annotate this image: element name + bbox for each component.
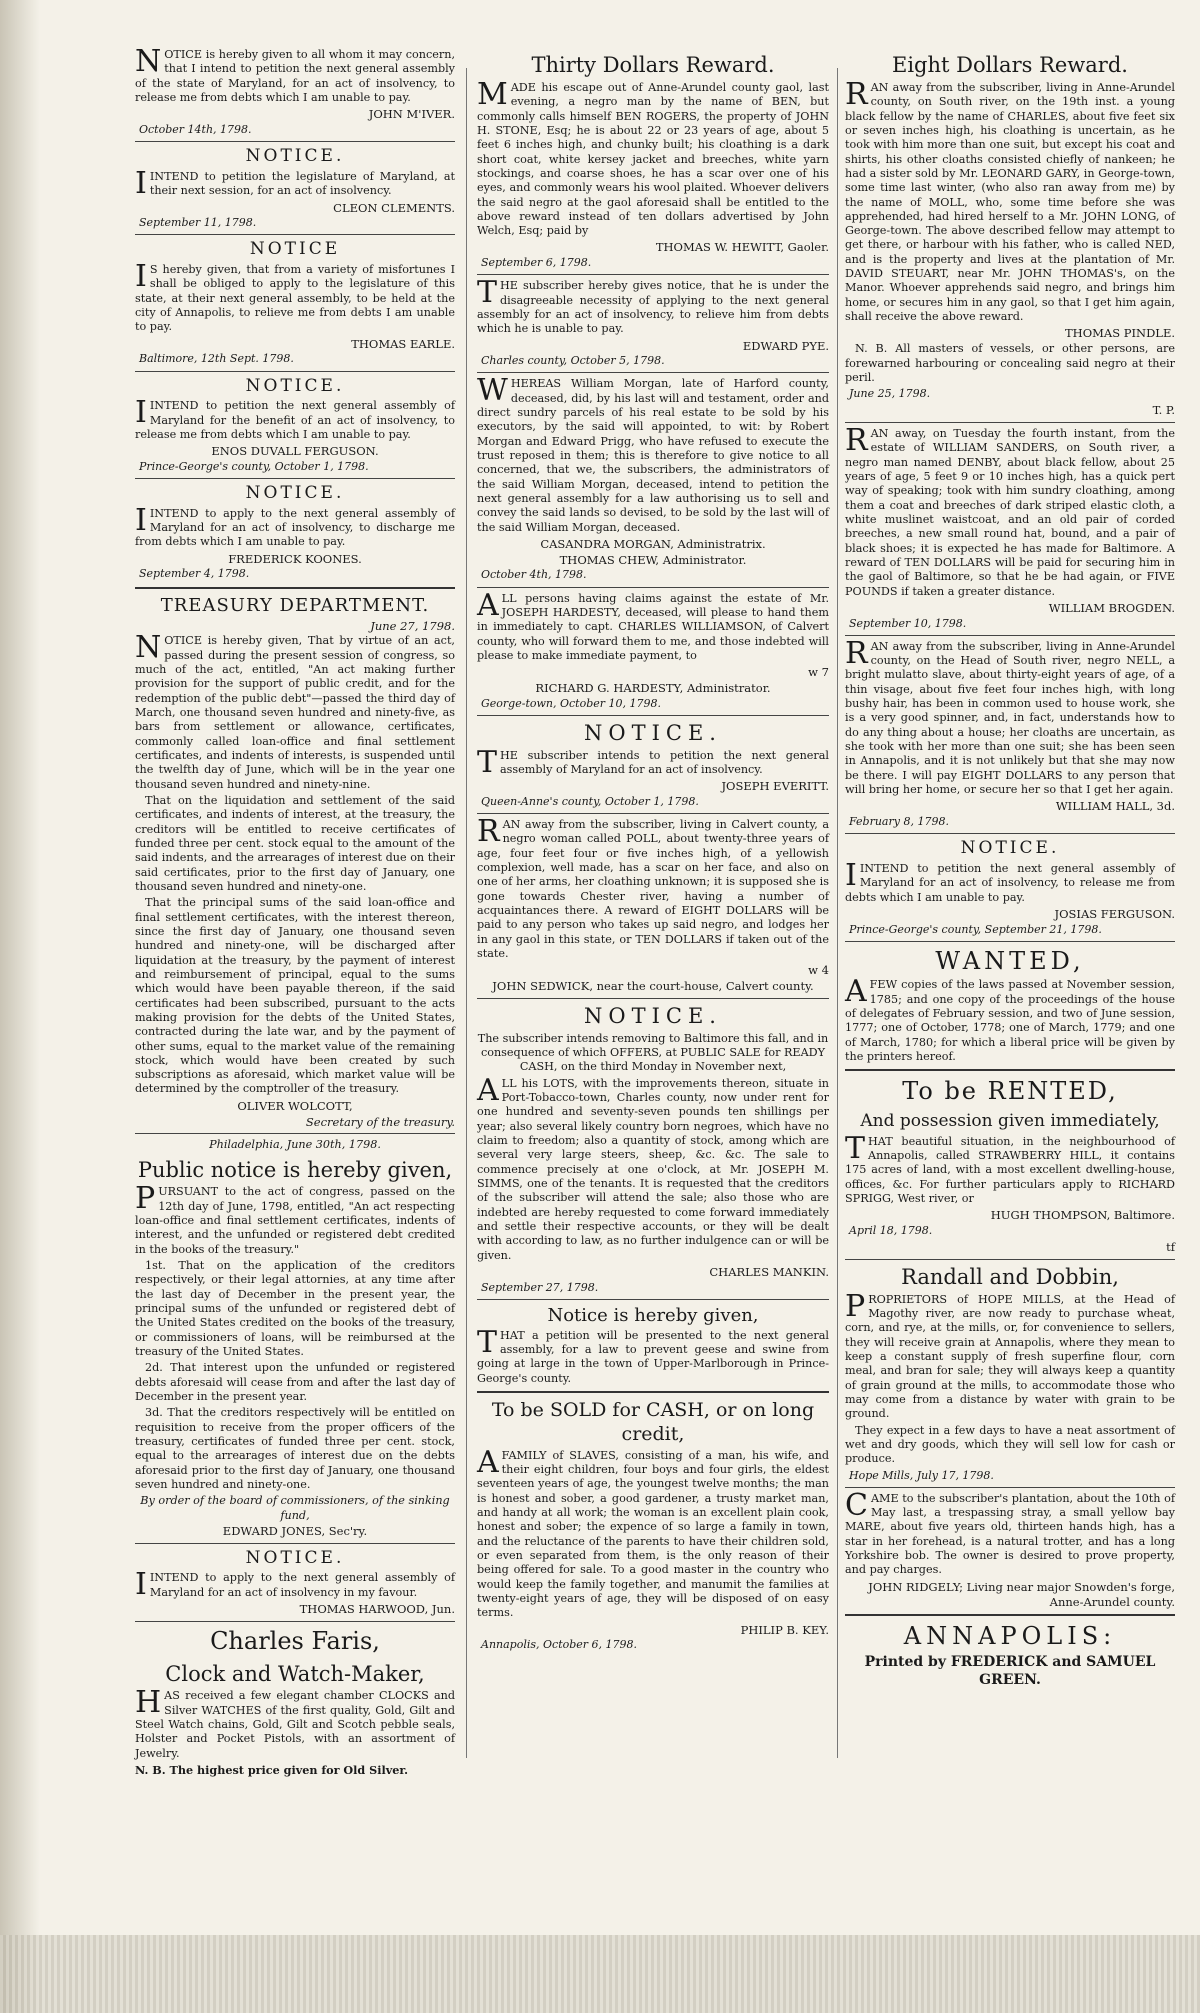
- earle-heading: NOTICE: [249, 239, 341, 260]
- imprint-city: ANNAPOLIS:: [903, 1622, 1117, 1651]
- mciver-text: NOTICE is hereby given to all whom it may concern, that I intend to petition the next general assembly of the state of Maryland, for an act of insolvency, to release me from debts which I am unable to pay.: [135, 44, 455, 104]
- public-signature: EDWARD JONES, Sec'ry.: [222, 1524, 368, 1538]
- randall-p2: They expect in a few days to have a neat assortment of wet and dry goods, which they will sell low for cash or produce.: [845, 1423, 1175, 1466]
- josias-heading: NOTICE.: [960, 838, 1060, 859]
- eight-nb: N. B. All masters of vessels, or other persons, are forewarned harbouring or concealing said negro at their peril.: [845, 342, 1175, 384]
- pye-signature: EDWARD PYE.: [742, 338, 829, 353]
- mankin-intro: The subscriber intends removing to Baltimore this fall, and in consequence of which OFFERS, at PUBLIC SALE for READY CASH, on the third Monday in November next,: [477, 1031, 829, 1074]
- thirty-signature: THOMAS W. HEWITT, Gaoler.: [655, 240, 829, 255]
- koones-notice: [135, 483, 455, 582]
- sold-signature: PHILIP B. KEY.: [740, 1622, 829, 1637]
- morgan-signature-1: CASANDRA MORGAN, Administratrix.: [540, 537, 766, 551]
- hall-signature: WILLIAM HALL, 3d.: [1055, 799, 1175, 814]
- faris-nb: N. B. The highest price given for Old Silver.: [135, 1763, 409, 1778]
- earle-text: IS hereby given, that from a variety of misfortunes I shall be obliged to apply to the legislature of this state, at their next general assembly, to be held at the city of Annapolis, to relieve me from debts I am unable to pay.: [135, 259, 455, 334]
- faris-text: HAS received a few elegant chamber CLOCKS and Silver WATCHES of the first quality, Gold, Gilt and Steel Watch chains, Gold, Gilt and Scotch pebble seals, Holster and Pocket Pistols, with an assortment of Jewelry.: [135, 1685, 455, 1760]
- ferguson-heading: NOTICE.: [245, 375, 345, 396]
- clements-text: IINTEND to petition the legislature of Maryland, at their next session, for an act of insolvency.: [135, 165, 455, 201]
- rented-heading: To be RENTED,: [902, 1077, 1118, 1106]
- rented-notice: [845, 1076, 1175, 1255]
- everitt-notice: [477, 720, 829, 809]
- koones-date: September 4, 1798.: [139, 567, 250, 581]
- ferguson-notice: [135, 376, 455, 475]
- faris-subheading: Clock and Watch-Maker,: [165, 1661, 425, 1686]
- wanted-notice: [845, 946, 1175, 1065]
- mciver-date: October 14th, 1798.: [139, 123, 252, 137]
- column-rule-2: [837, 68, 838, 1758]
- page-left-edge: [0, 0, 40, 2013]
- treasury-signature: OLIVER WOLCOTT,: [237, 1098, 353, 1113]
- hall-date: February 8, 1798.: [849, 815, 949, 829]
- treasury-p2: That on the liquidation and settlement of the said certificates, and indents of interest, at the treasury, the creditors will be entitled to receive certificates of funded three per cent. stock equal to the amount of the said indents, and the arrearages of interest due on their said certificates, prior to the first day of January, one thousand seven hundred and ninety-one.: [135, 793, 455, 893]
- mankin-date: September 27, 1798.: [481, 1280, 599, 1294]
- column-3: [845, 48, 1175, 1694]
- morgan-text: WHEREAS William Morgan, late of Harford county, deceased, did, by his last will and testament, order and direct sundry parcels of his real estate to be sold by his executors, by the said will appointed, to wit: by Robert Morgan and Edward Prigg, who have refused to execute the trust reposed in them; this is therefore to give notice to all concerned, that we, the subscribers, the administrators of the said William Morgan, deceased, intend to petition the next general assembly for a law authorising us to sell and convey the said lands so devised, to be sold by the last will of the said William Morgan, deceased.: [477, 373, 829, 534]
- earle-signature: THOMAS EARLE.: [351, 336, 455, 351]
- public-notice: [135, 1138, 455, 1538]
- public-by-order: By order of the board of commissioners, of the sinking fund,: [140, 1494, 450, 1522]
- harwood-text: IINTEND to apply to the next general assembly of Maryland for an act of insolvency in my favour.: [135, 1567, 455, 1603]
- brogden-text: RAN away, on Tuesday the fourth instant, from the estate of WILLIAM SANDERS, on South river, a negro man named DENBY, about black fellow, about 25 years of age, 5 feet 9 or 10 inches high, has a quick pert way of speaking; took with him sundry cloathing, among them a coat and breeches of dark striped elastic cloth, a white muslinet waistcoat, and an old pair of corded breeches, a new small round hat, bound, and a pair of black shoes; it is expected he has made for Baltimore. A reward of TEN DOLLARS will be paid for securing him in the gaol of Baltimore, so that he be had again, or FIVE POUNDS if taken a greater distance.: [845, 422, 1175, 598]
- treasury-date: June 27, 1798.: [370, 618, 455, 633]
- page-bottom-edge: [0, 1935, 1200, 2013]
- sold-heading: To be SOLD for CASH, or on long credit,: [491, 1398, 815, 1446]
- earle-notice: [135, 239, 455, 366]
- brogden-notice: [845, 422, 1175, 631]
- thirty-dollars-ad: [477, 52, 829, 270]
- ridgely-text: CAME to the subscriber's plantation, about the 10th of May last, a trespassing stray, a small yellow bay MARE, about five years old, thirteen hands high, has a star in her forehead, is a natural trotter, and has a long Yorkshire bob. The owner is desired to prove property, and pay charges.: [845, 1487, 1175, 1577]
- clements-date: September 11, 1798.: [139, 216, 257, 230]
- rented-mark: tf: [1166, 1240, 1175, 1255]
- public-p1: PURSUANT to the act of congress, passed on the 12th day of June, 1798, entitled, "An act respecting loan-office and final settlement certificates, indents of interest, and the unfunded or registered debt credited in the books of the treasury.": [135, 1181, 455, 1256]
- public-date: Philadelphia, June 30th, 1798.: [209, 1138, 381, 1152]
- hardesty-mark: w 7: [808, 665, 829, 680]
- clements-signature: CLEON CLEMENTS.: [333, 200, 455, 215]
- josias-text: IINTEND to petition the next general assembly of Maryland for an act of insolvency, to release me from debts which I am unable to pay.: [845, 857, 1175, 904]
- harwood-notice: [135, 1548, 455, 1617]
- eight-date: June 25, 1798.: [849, 387, 931, 401]
- sedwick-signature: JOHN SEDWICK, near the court-house, Calvert county.: [492, 979, 814, 993]
- brogden-date: September 10, 1798.: [849, 616, 967, 630]
- harwood-signature: THOMAS HARWOOD, Jun.: [299, 1602, 455, 1617]
- josias-signature: JOSIAS FERGUSON.: [1054, 906, 1175, 921]
- harwood-heading: NOTICE.: [245, 1547, 345, 1568]
- josias-date: Prince-George's county, September 21, 1798.: [849, 922, 1102, 936]
- faris-heading: Charles Faris,: [210, 1626, 380, 1655]
- eight-dollars-ad: [845, 52, 1175, 418]
- morgan-signature-2: THOMAS CHEW, Administrator.: [559, 552, 747, 567]
- mankin-notice: [477, 1003, 829, 1295]
- thirty-text: MADE his escape out of Anne-Arundel county gaol, last evening, a negro man by the name of BEN, but commonly calls himself BEN ROGERS, the property of JOHN H. STONE, Esq; he is about 22 or 23 years of age, about 5 feet 6 inches high, and chunky built; his cloathing is a dark short coat, white kersey jacket and breeches, white yarn stockings, and coarse shoes, he has a scar over one of his eyes, and commonly wears his wool plaited. Whoever delivers the said negro at the gaol aforesaid shall be entitled to the above reward instead of ten dollars advertised by John Welch, Esq; paid by: [477, 76, 829, 238]
- wanted-heading: WANTED,: [935, 946, 1085, 975]
- sedwick-text: RAN away from the subscriber, living in Calvert county, a negro woman called POLL, about twenty-three years of age, four feet four or five inches high, of a yellowish complexion, well made, has a scar on her face, and also on one of her arms, her cloathing unknown; it is supposed she is gone towards Chester river, having a number of acquaintances there. A reward of EIGHT DOLLARS will be paid to any person who takes up said negro, and lodges her in any gaol in this state, or TEN DOLLARS if taken out of the state.: [477, 814, 829, 960]
- treasury-notice: [135, 594, 455, 1130]
- clements-notice: [135, 146, 455, 230]
- hardesty-signature: RICHARD G. HARDESTY, Administrator.: [535, 680, 771, 695]
- column-2: [477, 48, 829, 1656]
- hardesty-text: ALL persons having claims against the estate of Mr. JOSEPH HARDESTY, deceased, will please to hand them in immediately to capt. CHARLES WILLIAMSON, of Calvert county, who will forward them to me, and those indebted will please to make immediate payment, to: [477, 587, 829, 662]
- column-1: [135, 44, 455, 1781]
- randall-text: PROPRIETORS of HOPE MILLS, at the Head of Magothy river, are now ready to purchase wheat, corn, and rye, at the mills, or, for convenience to sellers, they will receive grain at Annapolis, where they mean to keep a constant supply of fresh superfine flour, corn meal, and bran for sale; they will always keep a quantity of grain ground at the mills, to accommodate those who may come from a distance by water with grain to be ground.: [845, 1288, 1175, 1421]
- treasury-p1: NOTICE is hereby given, That by virtue of an act, passed during the present session of congress, so much of the act, entitled, "An act making further provision for the support of public credit, and for the redemption of the public debt"—passed the third day of March, one thousand seven hundred and ninety-five, as bars from settlement or allowance, certificates, commonly called loan-office and final settlement certificates, and indents of interests, is suspended until the twelfth day of June, which will be in the year one thousand seven hundred and ninety-nine.: [135, 630, 455, 791]
- randall-notice: [845, 1264, 1175, 1483]
- public-p2: 1st. That on the application of the creditors respectively, or their legal attornies, at any time after the last day of December in the present year, the principal sums of the unfunded or registered debt of the United States credited on the books of the treasury, or commissioners of loans, will be reimbursed at the treasury of the United States.: [135, 1259, 455, 1359]
- imprint-line: Printed by FREDERICK and SAMUEL GREEN.: [864, 1653, 1156, 1688]
- koones-signature: FREDERICK KOONES.: [228, 551, 362, 566]
- sold-notice: [477, 1398, 829, 1652]
- hall-notice: [845, 635, 1175, 829]
- pye-date: Charles county, October 5, 1798.: [481, 354, 665, 368]
- josias-notice: [845, 838, 1175, 937]
- hardesty-notice: [477, 587, 829, 711]
- hall-text: RAN away from the subscriber, living in Anne-Arundel county, on the Head of South river, negro NELL, a bright mulatto slave, about thirty-eight years of age, of a thin visage, about five feet four inches high, with long bushy hair, has been in common used to house work, she is a very good spinner, and, in fact, understands how to do any thing about a house; her cloaths are uncertain, as she took with her more than one suit; she has been seen in Annapolis, and it is not unlikely but that she may now be there. I will pay EIGHT DOLLARS to any person that will bring her home, or secure her so that I get her again.: [845, 635, 1175, 796]
- wanted-text: AFEW copies of the laws passed at November session, 1785; and one copy of the proceedings of the house of delegates of February session, and two of June session, 1777; one of October, 1778; one of March, 1779; and one of March, 1780; for which a liberal price will be given by the printers hereof.: [845, 974, 1175, 1063]
- mciver-notice: [135, 44, 455, 137]
- column-rule-1: [466, 68, 467, 1758]
- thirty-heading: Thirty Dollars Reward.: [531, 53, 775, 77]
- marlborough-notice: [477, 1304, 829, 1386]
- treasury-signature-title: Secretary of the treasury.: [305, 1114, 455, 1129]
- mankin-p2: ALL his LOTS, with the improvements thereon, situate in Port-Tobacco-town, Charles county, now under rent for one hundred and seventy-seven pounds ten shillings per year; also several likely country born negroes, which have no claim to freedom; also a quantity of stock, among which are several very large steers, sheep, &c. &c. The sale to commence precisely at one o'clock, at Mr. JOSEPH M. SIMMS, one of the tenants. It is requested that the creditors of the subscriber will attend the sale; also those who are indebted are hereby requested to come forward immediately and settle their respective accounts, or they will be dealt with according to law, as no further indulgence can or will be given.: [477, 1072, 829, 1262]
- koones-heading: NOTICE.: [245, 483, 345, 504]
- brogden-signature: WILLIAM BROGDEN.: [1048, 600, 1175, 615]
- treasury-p3: That the principal sums of the said loan-office and final settlement certificates, with the interest thereon, since the first day of January, one thousand seven hundred and ninety-one, will be discharged after liquidation at the treasury, by the payment of interest and reimbursement of principal, equal to the sums which would have been payable thereon, if the said certificates had been subscribed, pursuant to the acts making provision for the debts of the United States, contracted during the late war, and by the payment of other sums, equal to the market value of the remaining stock, which would have been created by such subscriptions as aforesaid, which market value will be determined by the comptroller of the treasury.: [135, 896, 455, 1096]
- randall-heading: Randall and Dobbin,: [901, 1264, 1119, 1289]
- rented-date: April 18, 1798.: [849, 1224, 933, 1238]
- imprint: [845, 1621, 1175, 1690]
- mankin-signature: CHARLES MANKIN.: [709, 1264, 829, 1279]
- sold-text: AFAMILY of SLAVES, consisting of a man, his wife, and their eight children, four boys and four girls, the eldest seventeen years of age, the youngest twelve months; the man is honest and sober, a good gardener, a trusty market man, and handy at all work; the woman is an excellent plain cook, honest and sober; the expence of so large a family in town, and the reluctance of the parents to have their children sold, or even separated from them, is the only reason of their being offered for sale. To a good master in the country who would keep the family together, and manumit the families at twenty-eight years of age, they will be disposed of on easy terms.: [477, 1444, 829, 1620]
- everitt-heading: NOTICE.: [584, 720, 722, 745]
- marlborough-heading: Notice is hereby given,: [547, 1304, 759, 1326]
- rented-signature: HUGH THOMPSON, Baltimore.: [990, 1208, 1175, 1223]
- sedwick-notice: [477, 814, 829, 994]
- mciver-signature: JOHN M'IVER.: [368, 107, 455, 122]
- eight-mark: T. P.: [1152, 403, 1175, 418]
- eight-heading: Eight Dollars Reward.: [892, 53, 1128, 77]
- pye-notice: [477, 275, 829, 368]
- eight-signature: THOMAS PINDLE.: [1065, 326, 1175, 341]
- mankin-heading: NOTICE.: [584, 1003, 722, 1028]
- koones-text: IINTEND to apply to the next general assembly of Maryland for an act of insolvency, to discharge me from debts which I am unable to pay.: [135, 502, 455, 549]
- morgan-notice: [477, 373, 829, 582]
- randall-date: Hope Mills, July 17, 1798.: [849, 1468, 994, 1482]
- everitt-text: THE subscriber intends to petition the next general assembly of Maryland for an act of insolvency.: [477, 744, 829, 780]
- earle-date: Baltimore, 12th Sept. 1798.: [139, 352, 294, 366]
- public-p4: 3d. That the creditors respectively will be entitled on requisition to receive from the proper officers of the treasury, certificates of funded three per cent. stock, equal to the arrearages of interest due on the debts aforesaid prior to the first day of January, one thousand seven hundred and ninety-one.: [135, 1406, 455, 1492]
- thirty-date: September 6, 1798.: [481, 256, 592, 270]
- everitt-signature: JOSEPH EVERITT.: [721, 779, 829, 794]
- ferguson-text: IINTEND to petition the next general assembly of Maryland for the benefit of an act of insolvency, to release me from debts which I am unable to pay.: [135, 395, 455, 441]
- hardesty-date: George-town, October 10, 1798.: [481, 696, 661, 710]
- public-p3: 2d. That interest upon the unfunded or registered debts aforesaid will cease from and after the last day of December in the present year.: [135, 1361, 455, 1404]
- sold-date: Annapolis, October 6, 1798.: [481, 1638, 638, 1652]
- ferguson-signature: ENOS DUVALL FERGUSON.: [211, 444, 379, 459]
- newspaper-page: [55, 44, 1175, 1938]
- clements-heading: NOTICE.: [245, 146, 345, 167]
- pye-text: THE subscriber hereby gives notice, that he is under the disagreeable necessity of applying to the next general assembly for an act of insolvency, to relieve him from debts which he is unable to pay.: [477, 275, 829, 336]
- ridgely-notice: [845, 1487, 1175, 1609]
- rented-text: THAT beautiful situation, in the neighbourhood of Annapolis, called STRAWBERRY HILL, it contains 175 acres of land, with a most excellent dwelling-house, offices, &c. For further particulars apply to RICHARD SPRIGG, West river, or: [845, 1130, 1175, 1206]
- ridgely-signature: JOHN RIDGELY; Living near major Snowden's forge, Anne-Arundel county.: [868, 1579, 1175, 1609]
- faris-ad: [135, 1626, 455, 1778]
- rented-subheading: And possession given immediately,: [860, 1111, 1160, 1132]
- morgan-date: October 4th, 1798.: [481, 568, 587, 582]
- public-heading: Public notice is hereby given,: [137, 1157, 453, 1182]
- sedwick-mark: w 4: [808, 963, 829, 978]
- everitt-date: Queen-Anne's county, October 1, 1798.: [481, 794, 699, 808]
- ferguson-date: Prince-George's county, October 1, 1798.: [139, 459, 369, 473]
- eight-text: RAN away from the subscriber, living in Anne-Arundel county, on South river, on the 19th inst. a young black fellow by the name of CHARLES, about five feet six or seven inches high, his cloathing is uncertain, as he took with him more than one suit, but except his coat and shirts, his other cloaths consisted chiefly of nankeen; he had a sister sold by Mr. LEONARD GARY, in George-town, some time last winter, (who also ran away from me) by the name of MOLL, who, some time before she was apprehended, had hired herself to a Mr. JOHN LONG, of George-town. The above described fellow may attempt to get there, or harbour with his father, who is called NED, and is the property and lives at the plantation of Mr. DAVID STEUART, near Mr. JOHN THOMAS's, on the Manor. Whoever apprehends said negro, and brings him home, or secures him in any gaol, so that I get him again, shall receive the above reward.: [845, 76, 1175, 324]
- treasury-heading: TREASURY DEPARTMENT.: [160, 594, 430, 616]
- marlborough-text: THAT a petition will be presented to the next general assembly, for a law to prevent geese and swine from going at large in the town of Upper-Marlborough in Prince-George's county.: [477, 1324, 829, 1385]
